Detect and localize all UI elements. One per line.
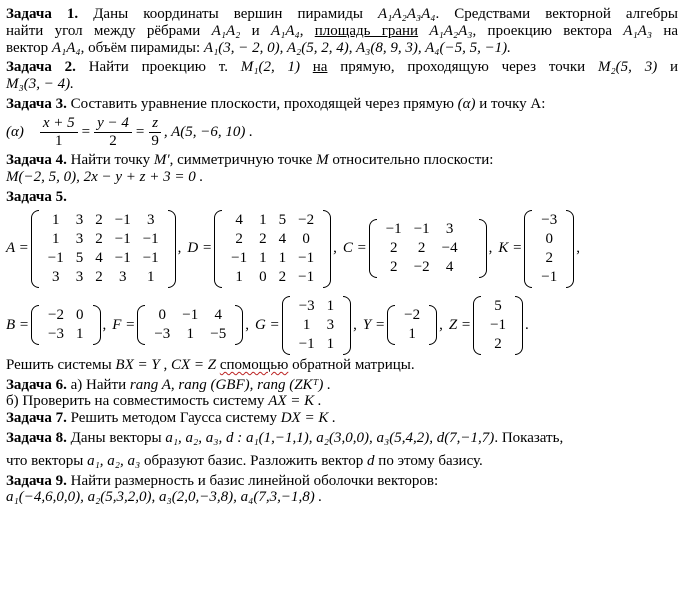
matrix-name: A = xyxy=(6,240,29,257)
task-8-text: по этому базису. xyxy=(378,452,483,469)
task-8-line-2 xyxy=(6,453,678,470)
matrix-cell: 5 xyxy=(494,297,502,314)
matrix-cell: 2 xyxy=(494,335,502,352)
matrix-cell: 3 xyxy=(75,268,84,285)
task-7-label: Задача 7. xyxy=(6,410,67,427)
task-1-line-3 xyxy=(6,40,678,57)
matrix-cell: 2 xyxy=(389,240,398,257)
matrix-cell: −1 xyxy=(114,230,131,247)
task-1 xyxy=(6,6,678,56)
matrix-cell: 0 xyxy=(158,307,167,324)
matrix-cell: −2 xyxy=(413,259,430,276)
matrix-cell: 1 xyxy=(302,316,311,333)
matrix-cell: 5 xyxy=(75,249,84,266)
task-4-text: , симметричную точке xyxy=(169,152,313,169)
conjunction: и xyxy=(251,22,260,39)
matrix-cell: 4 xyxy=(214,307,222,324)
edge-a1a2: A₁A₂ xyxy=(211,22,241,39)
task-2-label: Задача 2. xyxy=(6,59,76,76)
matrix-cell: −3 xyxy=(298,297,315,314)
matrix-cell: 3 xyxy=(118,268,127,285)
matrix-cell: −1 xyxy=(298,335,315,352)
matrix-cell: −1 xyxy=(231,249,248,266)
denominator: 2 xyxy=(109,132,117,149)
matrix-k: K = −3 0 2 −1 , xyxy=(498,210,580,288)
task-9-vector-values: a₁(−4,6,0,0), a₂(5,3,2,0), a₃(2,0,−3,8), a₄(7,3,−1,8) . xyxy=(6,489,323,506)
denominator: 9 xyxy=(151,132,159,149)
matrix-cell: 1 xyxy=(326,297,335,314)
task-4-data: M(−2, 5, 0), 2x − y + z + 3 = 0 . xyxy=(6,169,204,186)
matrix-cell: −1 xyxy=(490,316,507,333)
task-8-label: Задача 8. xyxy=(6,429,67,446)
task-1-text: найти угол между рёбрами xyxy=(6,22,201,39)
point-a: , A(5, −6, 10) . xyxy=(163,123,253,140)
matrix-a: A = 1 3 2 −1 3 1 3 2 −1 −1 −1 5 4 −1 −1 3 3 2 3 1 , xyxy=(6,210,181,288)
matrix-cell: 0 xyxy=(76,307,84,324)
conjunction: и xyxy=(669,59,678,76)
vector-d: d xyxy=(367,452,375,469)
face-a1a2a3: A₁A₂A₃ xyxy=(429,22,473,39)
matrix-y: Y = −2 1 , xyxy=(363,305,443,345)
numerator: z xyxy=(149,115,161,133)
task-8-text: . Показать, xyxy=(494,429,564,446)
task-6-line-2 xyxy=(6,393,678,410)
task-1-text: Даны координаты вершин пирамиды xyxy=(93,6,363,22)
matrix-f: F = 0 −1 4 −3 1 −5 , xyxy=(112,305,249,345)
matrix-cell: −2 xyxy=(404,307,421,324)
task-8-text: образуют базис. Разложить вектор xyxy=(144,452,364,469)
matrix-name: Z = xyxy=(448,316,472,333)
matrix-cell: −1 xyxy=(114,211,131,228)
task-9-line-2 xyxy=(6,489,678,506)
matrix-cell: 4 xyxy=(278,230,287,247)
task-1-line-1 xyxy=(6,6,678,23)
fraction-x xyxy=(40,115,78,150)
task-1-text: , объём пирамиды: xyxy=(80,39,201,56)
matrix-cell: −1 xyxy=(413,221,430,238)
task-4-line-2 xyxy=(6,169,678,186)
task-5-text: Решить системы xyxy=(6,356,112,373)
fraction-y xyxy=(94,115,132,150)
matrix-b: B = −2 0 −3 1 , xyxy=(6,305,106,345)
matrix-cell: −1 xyxy=(182,307,199,324)
task-1-text: , проекцию вектора xyxy=(472,22,612,39)
task-9-label: Задача 9. xyxy=(6,472,67,489)
line-alpha-label: (α) xyxy=(6,123,24,140)
task-5-systems: BX = Y , CX = Z xyxy=(115,356,217,373)
task-7 xyxy=(6,410,678,427)
point-m: M xyxy=(316,152,329,169)
task-4 xyxy=(6,152,678,186)
matrix-cell: 0 xyxy=(259,268,267,285)
matrix-name: D = xyxy=(187,240,213,257)
task-5-label: Задача 5. xyxy=(6,188,67,205)
matrices-row-2 xyxy=(6,296,678,355)
task-2-text: Найти проекцию т. xyxy=(88,59,228,76)
fraction-z xyxy=(148,115,162,150)
task-3-text: Составить уравнение плоскости, проходящей через прямую xyxy=(70,95,454,112)
task-3-text: и точку А: xyxy=(479,95,546,112)
matrix-cell: 2 xyxy=(95,268,103,285)
task-9 xyxy=(6,473,678,507)
matrix-cell: 2 xyxy=(95,230,103,247)
matrix-cell: 1 xyxy=(408,326,416,343)
problem-sheet xyxy=(6,6,678,506)
matrix-cell: 3 xyxy=(52,268,60,285)
matrix-cell: 4 xyxy=(95,249,103,266)
matrix-cell: 0 xyxy=(545,230,553,247)
denominator: 1 xyxy=(55,132,63,149)
task-4-line-1 xyxy=(6,152,678,169)
task-2-line-2 xyxy=(6,76,678,93)
matrix-cell: 2 xyxy=(389,259,398,276)
matrix-cell: −1 xyxy=(114,249,131,266)
matrix-cell: 2 xyxy=(235,230,243,247)
task-8-vector-values: a₁(1,−1,1), a₂(3,0,0), a₃(5,4,2), d(7,−1,7) xyxy=(245,429,495,446)
matrix-cell: −2 xyxy=(48,307,65,324)
matrix-cell: 1 xyxy=(326,335,335,352)
matrix-cell: 1 xyxy=(146,268,155,285)
matrix-cell: 2 xyxy=(278,268,287,285)
matrix-cell: 1 xyxy=(186,326,195,343)
task-3-label: Задача 3. xyxy=(6,95,67,112)
task-8-vectors: a₁, a₂, a₃, d : xyxy=(165,429,243,446)
matrix-cell: 1 xyxy=(52,230,60,247)
vector-a1a3: A₁A₃ xyxy=(623,22,653,39)
matrix-cell: −1 xyxy=(541,268,558,285)
matrix-d: D = 4 1 5 −2 2 2 4 0 −1 1 1 −1 1 0 2 −1 , xyxy=(187,210,336,288)
task-5-instruction xyxy=(6,357,678,374)
matrix-cell: 2 xyxy=(259,230,267,247)
matrix-cell: −1 xyxy=(298,268,315,285)
matrix-cell: −2 xyxy=(298,211,315,228)
matrix-cell: 0 xyxy=(302,230,310,247)
matrix-cell: 2 xyxy=(545,249,553,266)
task-8-basis: a₁, a₂, a₃ xyxy=(87,452,141,469)
numerator: x + 5 xyxy=(40,115,78,133)
task-6-ranks: rang A, rang (GBF), rang (ZKᵀ) . xyxy=(129,376,331,393)
task-4-text: Найти точку xyxy=(70,152,151,169)
matrix-name: Y = xyxy=(362,316,386,333)
matrix-name: K = xyxy=(498,240,523,257)
matrix-name: C = xyxy=(342,240,367,257)
matrix-cell: 2 xyxy=(417,240,426,257)
matrix-name: G = xyxy=(254,316,280,333)
matrix-cell: 3 xyxy=(75,230,84,247)
task-6-text: а) Найти xyxy=(70,376,127,393)
face-area-text: площадь грани xyxy=(314,22,419,39)
matrix-cell: 1 xyxy=(52,211,60,228)
matrix-cell: 4 xyxy=(445,259,454,276)
matrix-cell: 2 xyxy=(95,211,103,228)
task-8-text: что векторы xyxy=(6,452,84,469)
task-1-text: . Средствами векторной алгебры xyxy=(435,6,678,22)
edge-a1a4: A₁A₄ xyxy=(270,22,300,39)
task-5-text: обратной матрицы. xyxy=(292,356,415,373)
task-6-system: AX = K . xyxy=(268,393,322,410)
task-3-line-1 xyxy=(6,96,678,113)
task-6-text: б) Проверить на совместимость систему xyxy=(6,393,265,410)
matrix-name: F = xyxy=(112,316,136,333)
matrix-name: B = xyxy=(6,316,30,333)
task-9-line-1 xyxy=(6,473,678,490)
point-m2: M₂(5, 3) xyxy=(597,59,658,76)
point-m-prime: M′ xyxy=(153,152,170,169)
point-m3: M₃(3, − 4). xyxy=(6,76,74,93)
task-7-system: DX = K . xyxy=(280,410,336,427)
numerator: y − 4 xyxy=(94,115,132,133)
task-4-text: относительно плоскости: xyxy=(332,152,494,169)
task-5-text: спомощью xyxy=(219,356,289,373)
matrix-cell: −3 xyxy=(541,211,558,228)
matrix-cell: 3 xyxy=(445,221,454,238)
line-alpha: (α) xyxy=(457,95,476,112)
matrix-cell: −3 xyxy=(48,326,65,343)
matrix-cell: −1 xyxy=(385,221,402,238)
matrix-cell: 1 xyxy=(278,249,287,266)
matrix-cell: 3 xyxy=(146,211,155,228)
matrix-cell: −4 xyxy=(441,240,458,257)
task-1-text: вектор xyxy=(6,39,49,56)
matrix-cell: −1 xyxy=(142,230,159,247)
matrix-cell: 3 xyxy=(75,211,84,228)
matrices-row-1 xyxy=(6,210,678,288)
matrix-z: Z = 5 −1 2 . xyxy=(449,296,529,355)
matrix-cell: 3 xyxy=(326,316,335,333)
matrix-cell: 4 xyxy=(235,211,243,228)
task-1-line-2: найти угол между рёбрами A₁A₂ и A₁A₄, площадь грани A₁A₂A₃, проекцию вектора A₁A₃ на xyxy=(6,22,679,39)
task-8 xyxy=(6,430,678,470)
task-9-text: Найти размерность и базис линейной оболочки векторов: xyxy=(70,472,439,489)
task-6-line-1 xyxy=(6,377,678,394)
task-2-text: на xyxy=(312,59,328,76)
task-8-line-1 xyxy=(6,430,678,447)
task-8-text: Даны векторы xyxy=(70,429,162,446)
task-1-label: Задача 1. xyxy=(6,6,79,22)
matrix-cell: −1 xyxy=(298,249,315,266)
task-6-label: Задача 6. xyxy=(6,376,67,393)
task-4-label: Задача 4. xyxy=(6,152,67,169)
task-2-line-1 xyxy=(6,59,678,76)
matrix-cell: −5 xyxy=(210,326,227,343)
matrix-c: C = −1 −1 3 2 2 −4 2 −2 4 , xyxy=(343,219,493,278)
point-m1: M₁(2, 1) xyxy=(240,59,300,76)
matrix-cell: −1 xyxy=(47,249,64,266)
matrix-cell: −1 xyxy=(142,249,159,266)
matrix-cell: 1 xyxy=(259,211,267,228)
task-6 xyxy=(6,377,678,411)
pyramid-vertices: A₁(3, − 2, 0), A₂(5, 2, 4), A₃(8, 9, 3), A₄(−5, 5, −1). xyxy=(203,39,511,56)
task-3 xyxy=(6,96,678,149)
vector-a1a4: A₁A₄ xyxy=(51,39,81,56)
task-2 xyxy=(6,59,678,93)
task-7-text: Решить методом Гаусса систему xyxy=(70,410,277,427)
matrix-cell: 1 xyxy=(259,249,267,266)
matrix-cell: −3 xyxy=(154,326,171,343)
matrix-cell: 5 xyxy=(278,211,287,228)
task-2-text: прямую, проходящую через точки xyxy=(340,59,586,76)
task-1-text: на xyxy=(663,22,679,39)
matrix-g: G = −3 1 1 3 −1 1 , xyxy=(255,296,357,355)
pyramid-name: A₁A₂A₃A₄ xyxy=(377,6,436,22)
matrix-cell: 1 xyxy=(235,268,243,285)
matrix-cell: 1 xyxy=(76,326,84,343)
task-5 xyxy=(6,189,678,374)
task-3-equation: (α) $\frac{x + 5}{1}$ = $\frac{y - 4}{2}$ = $\frac{z}{9}$ , A(5, −6, 10) . xyxy=(6,114,253,149)
